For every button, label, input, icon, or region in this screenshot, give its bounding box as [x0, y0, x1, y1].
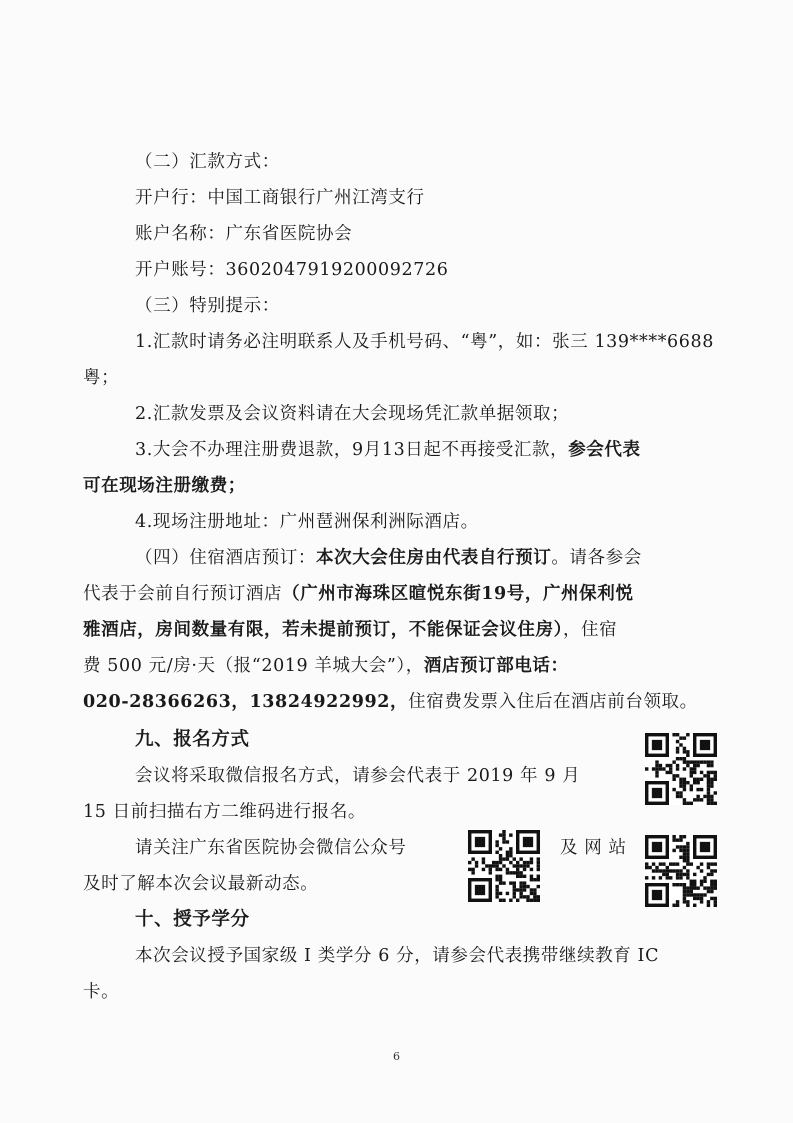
notice-item-2: 2.汇款发票及会议资料请在大会现场凭汇款单据领取； — [135, 404, 570, 424]
hotel-room-note: 雅酒店，房间数量有限，若未提前预订，不能保证会议住房） — [83, 620, 563, 640]
notice-item-3-text: 3.大会不办理注册费退款，9月13日起不再接受汇款， — [135, 440, 569, 460]
hotel-phone-numbers: 020-28366263，13824922992， — [83, 692, 409, 712]
account-name: 账户名称：广东省医院协会 — [135, 224, 353, 244]
hotel-bold-note: 本次大会住房由代表自行预订 — [316, 548, 552, 568]
notice-item-4: 4.现场注册地址：广州琶洲保利洲际酒店。 — [135, 512, 479, 532]
hotel-phone-label: 酒店预订部电话： — [423, 656, 569, 676]
account-number: 开户账号：3602047919200092726 — [135, 260, 449, 280]
page-number: 6 — [393, 1050, 400, 1063]
hotel-paragraph-line-3 — [83, 618, 617, 642]
section-notice-heading: （三）特别提示： — [135, 296, 280, 316]
website-text: 及 网 站 — [560, 838, 627, 858]
hotel-invoice-note: 住宿费发票入住后在酒店前台领取。 — [408, 692, 698, 712]
wechat-account-qr-code[interactable] — [468, 830, 540, 902]
hotel-paragraph-line-1 — [135, 546, 642, 570]
hotel-address: （广州市海珠区暄悦东街19号，广州保利悦 — [282, 584, 634, 604]
hotel-price: 费 500 元/房·天（报“2019 羊城大会”）， — [83, 656, 424, 676]
bank-name: 开户行：中国工商银行广州江湾支行 — [135, 188, 425, 208]
follow-text-continued: 及时了解本次会议最新动态。 — [83, 874, 319, 894]
section-remittance-heading: （二）汇款方式： — [135, 152, 280, 172]
hotel-paragraph-line-4 — [83, 654, 569, 678]
registration-text-2: 15 日前扫描右方二维码进行报名。 — [83, 802, 367, 822]
section-10-heading: 十、授予学分 — [135, 909, 250, 930]
hotel-paragraph-line-5 — [83, 690, 698, 714]
hotel-text-2: 代表于会前自行预订酒店 — [83, 584, 283, 604]
registration-text-1: 会议将采取微信报名方式，请参会代表于 2019 年 9 月 — [135, 766, 581, 786]
notice-item-1: 1.汇款时请务必注明联系人及手机号码、“粤”，如：张三 139****6688 — [135, 332, 714, 352]
hotel-text-3: ，住宿 — [562, 620, 618, 640]
notice-item-3-continued: 可在现场注册缴费； — [83, 476, 246, 496]
notice-item-3-bold: 参会代表 — [568, 440, 641, 460]
website-qr-code[interactable] — [645, 835, 717, 907]
notice-item-1-continued: 粤； — [83, 368, 120, 388]
hotel-heading: （四）住宿酒店预订： — [135, 548, 316, 568]
registration-qr-code[interactable] — [645, 733, 717, 805]
notice-item-3 — [135, 438, 641, 462]
section-9-heading: 九、报名方式 — [135, 729, 250, 750]
hotel-paragraph-line-2 — [83, 582, 633, 606]
follow-text: 请关注广东省医院协会微信公众号 — [135, 838, 407, 858]
credits-text-2: 卡。 — [83, 982, 120, 1002]
credits-text-1: 本次会议授予国家级 I 类学分 6 分，请参会代表携带继续教育 IC — [135, 946, 660, 966]
hotel-text: 。请各参会 — [551, 548, 642, 568]
